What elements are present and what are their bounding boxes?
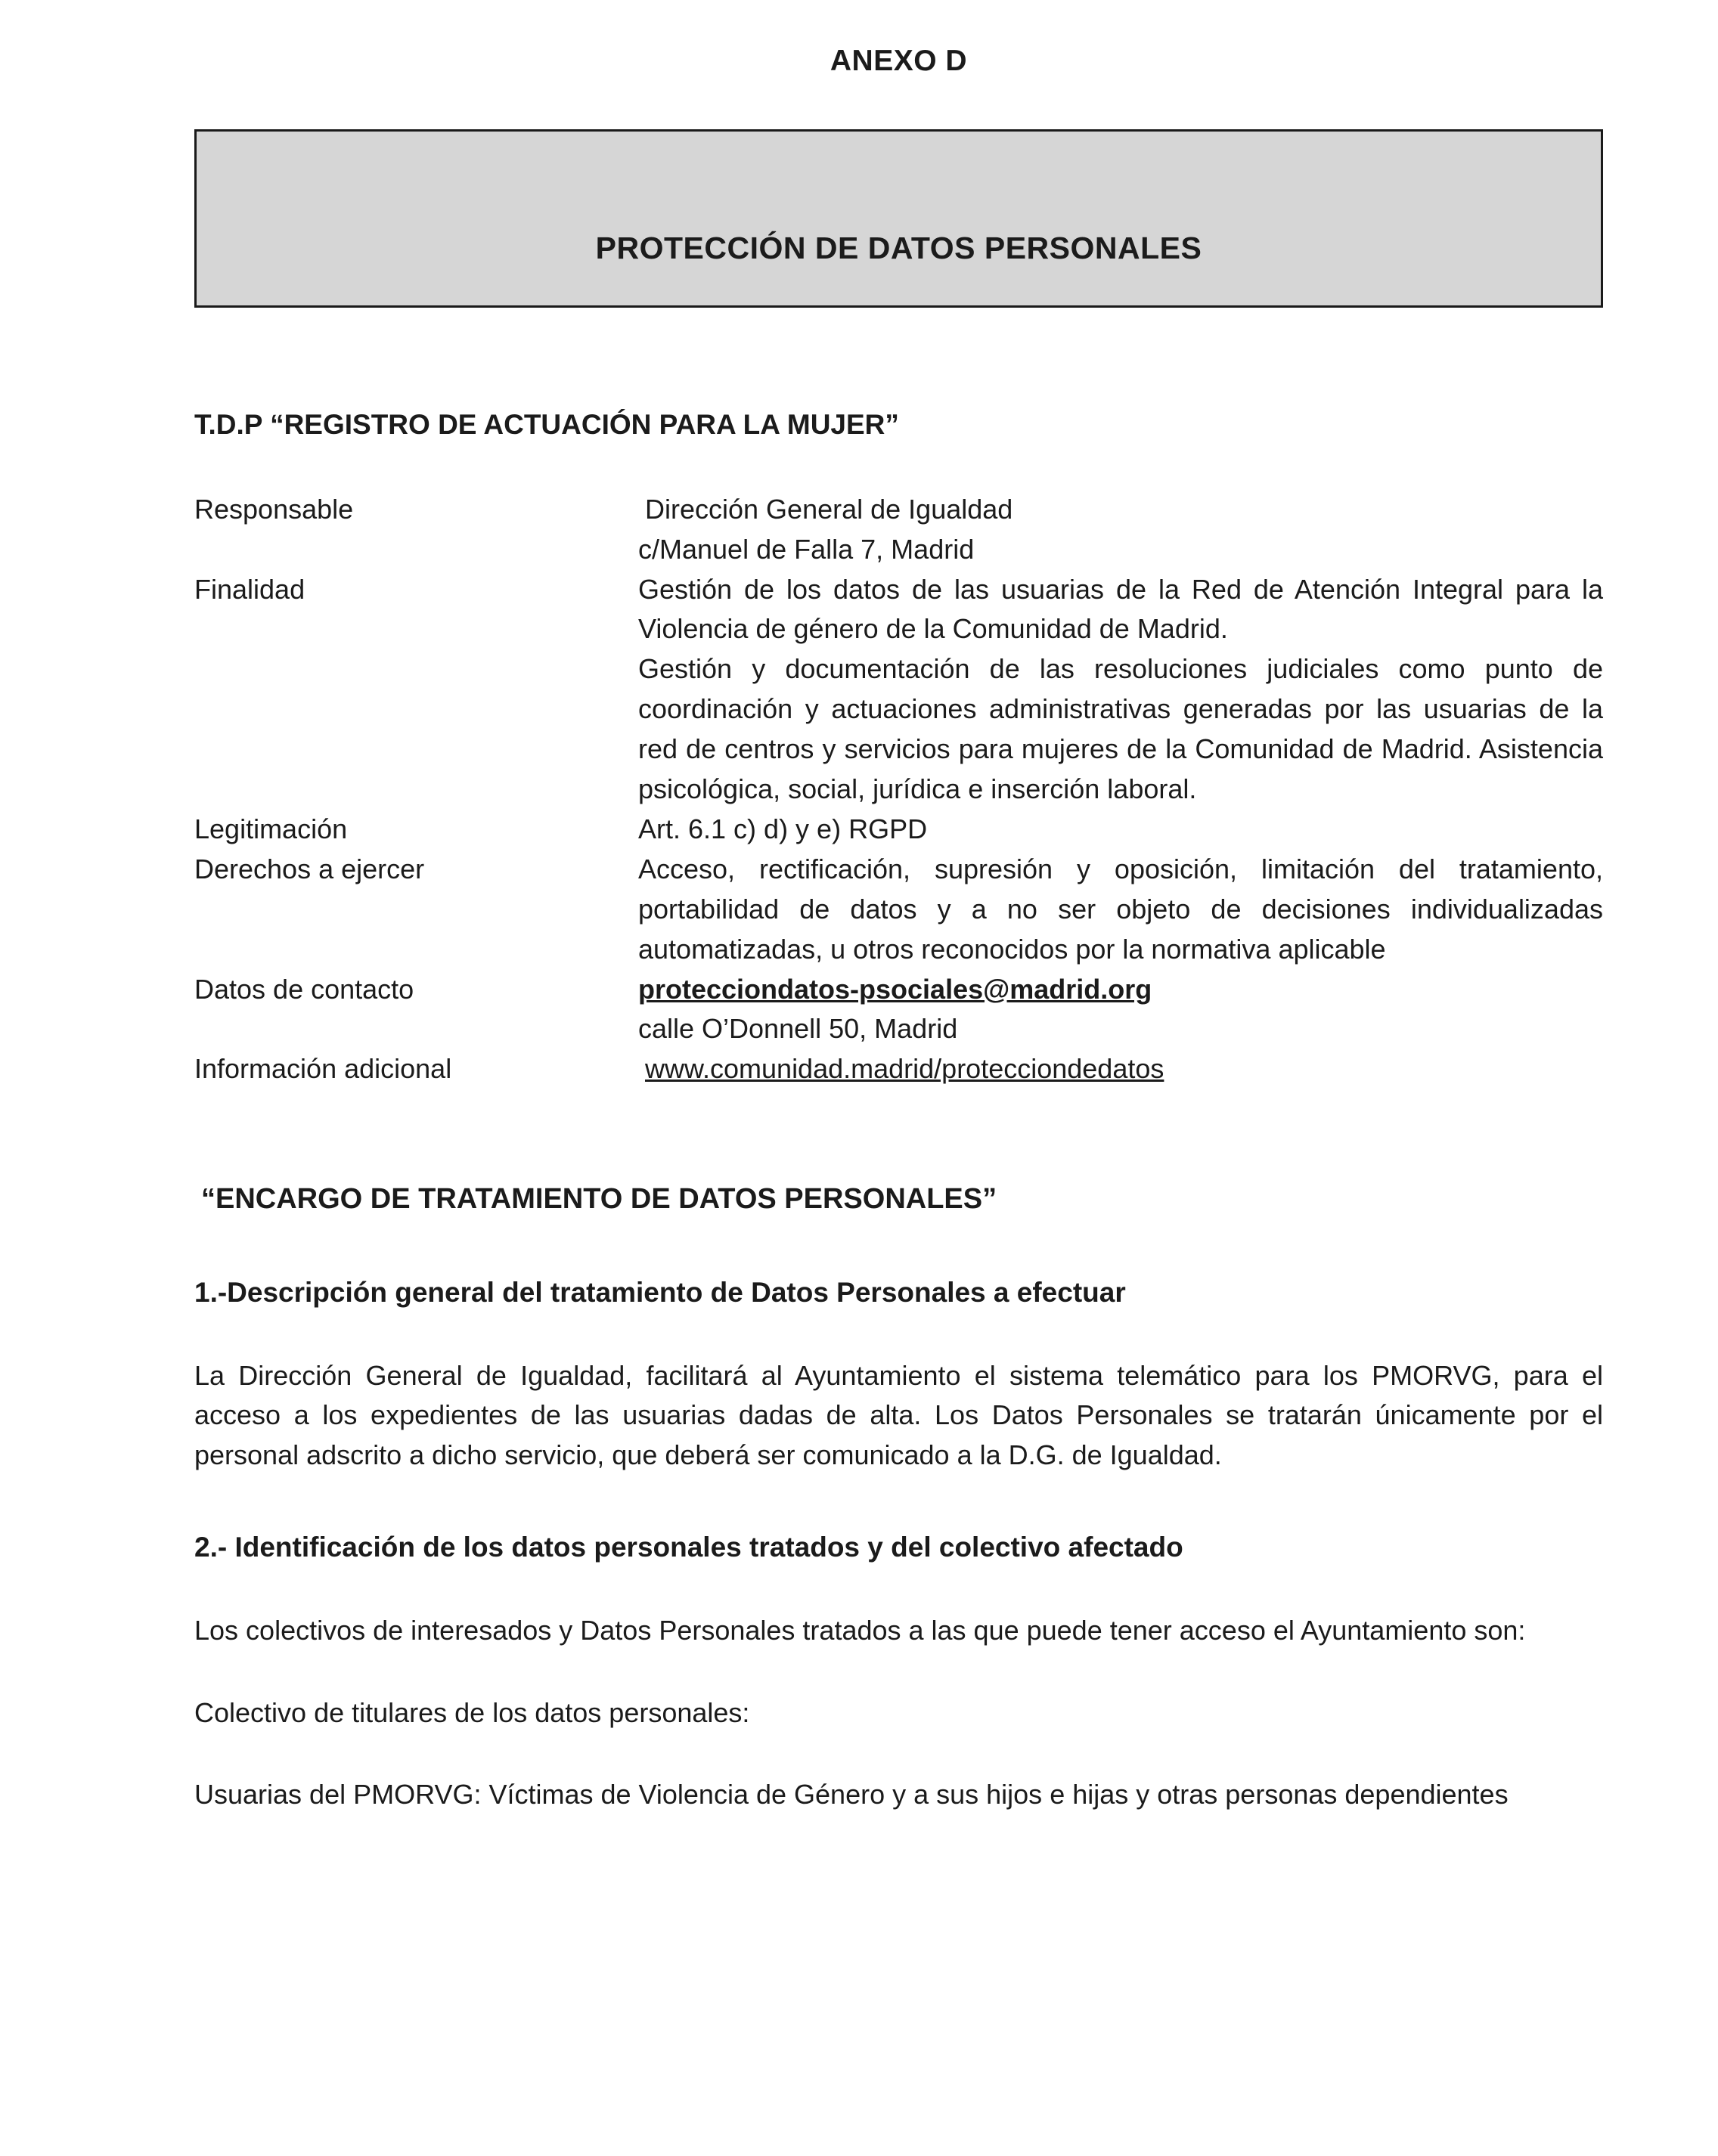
row-label: Derechos a ejercer [194,853,425,884]
row-label: Legitimación [194,813,348,844]
section-2-paragraph-2: Colectivo de titulares de los datos personales: [194,1696,750,1728]
legitimacion-value: Art. 6.1 c) d) y e) RGPD [638,813,928,844]
row-label: Datos de contacto [194,973,414,1005]
tdp-heading: T.D.P “REGISTRO DE ACTUACIÓN PARA LA MUJER” [194,409,899,441]
section-2-paragraph-3: Usuarias del PMORVG: Víctimas de Violencia de Género y a sus hijos e hijas y otras personas dependientes [194,1779,1509,1811]
derechos-value: Acceso, rectificación, supresión y oposición, limitación del tratamiento, portabilidad de datos y a no ser objeto de decisiones individualizadas automatizadas, u otros reconocidos por la normativa aplicable [638,853,1603,965]
table-row-contacto [194,970,1603,1050]
section-2-paragraph-1: Los colectivos de interesados y Datos Personales tratados a las que puede tener acceso el Ayuntamiento son: [194,1614,1526,1646]
table-row-legitimacion [194,810,1603,850]
additional-info-url-link[interactable]: www.comunidad.madrid/protecciondedatos [645,1053,1164,1085]
encargo-heading: “ENCARGO DE TRATAMIENTO DE DATOS PERSONALES” [201,1183,997,1216]
row-value [638,970,1603,1050]
table-row-informacion-adicional [194,1049,1603,1089]
section-1-heading: 1.-Descripción general del tratamiento de Datos Personales a efectuar [194,1277,1126,1309]
section-2-heading: 2.- Identificación de los datos personales tratados y del colectivo afectado [194,1532,1183,1563]
row-label: Finalidad [194,573,305,605]
row-label: Información adicional [194,1053,452,1085]
row-label: Responsable [194,493,354,525]
row-value [638,570,1603,810]
annex-title: ANEXO D [830,45,968,77]
table-row-derechos [194,850,1603,970]
table-row-finalidad [194,570,1603,810]
finalidad-paragraph-2: Gestión y documentación de las resoluciones judiciales como punto de coordinación y actuaciones administrativas generadas por las usuarias de la red de centros y servicios para mujeres de la Comunidad de Madrid. Asistencia psicológica, social, jurídica e inserción laboral. [638,653,1603,805]
section-1-paragraph: La Dirección General de Igualdad, facilitará al Ayuntamiento el sistema telemático para los PMORVG, para el acceso a los expedientes de las usuarias dadas de alta. Los Datos Personales se tratarán únicamente por el personal adscrito a dicho servicio, que deberá ser comunicado a la D.G. de Igualdad. [194,1359,1603,1471]
tdp-table [194,490,1603,1090]
responsable-line-2: c/Manuel de Falla 7, Madrid [638,533,975,565]
responsable-line-1: Dirección General de Igualdad [645,493,1013,525]
row-value [638,490,1603,570]
row-value [638,1049,1603,1089]
title-box [194,129,1603,308]
contact-address: calle O’Donnell 50, Madrid [638,1013,958,1045]
document-title: PROTECCIÓN DE DATOS PERSONALES [595,231,1202,266]
contact-email-link[interactable]: protecciondatos-psociales@madrid.org [638,973,1152,1005]
finalidad-paragraph-1: Gestión de los datos de las usuarias de la Red de Atención Integral para la Violencia de género de la Comunidad de Madrid. [638,573,1603,645]
table-row-responsable [194,490,1603,570]
